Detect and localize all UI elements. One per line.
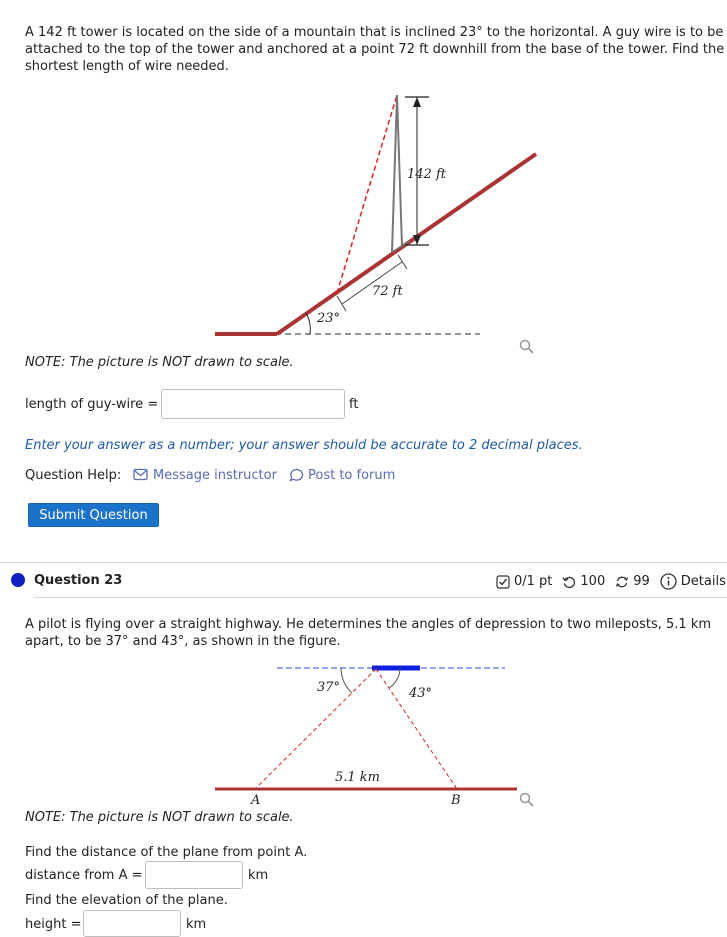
q23-note: NOTE: The picture is NOT drawn to scale. [25, 810, 294, 825]
height-label: height = [25, 917, 82, 932]
attempts-icon [562, 575, 576, 589]
zoom-icon[interactable] [519, 339, 535, 355]
question-help-label: Question Help: [25, 468, 122, 483]
score-check-icon [496, 575, 510, 589]
retry-icon [615, 575, 629, 589]
slope-angle-label: 23° [317, 311, 341, 326]
header-divider [34, 597, 727, 598]
plane-diagram [205, 655, 525, 810]
score-text: 0/1 pt [514, 574, 553, 589]
post-to-forum-link[interactable]: Post to forum [308, 468, 396, 483]
distance-label: distance from A = [25, 868, 143, 883]
guy-wire-input[interactable] [161, 389, 345, 419]
mail-icon [133, 468, 148, 481]
attempts-count: 100 [580, 574, 606, 589]
point-a-label: A [251, 793, 261, 808]
angle-a-label: 37° [317, 680, 341, 695]
question-title: Question 23 [34, 573, 123, 588]
question-status-dot [11, 573, 25, 587]
guy-wire-label: length of guy-wire = [25, 397, 159, 412]
details-link[interactable]: Details [680, 574, 726, 589]
part1-prompt: Find the distance of the plane from point A. [25, 845, 308, 860]
q22-note: NOTE: The picture is NOT drawn to scale. [25, 355, 294, 370]
distance-unit: km [248, 868, 269, 883]
zoom-icon-2[interactable] [519, 792, 535, 808]
height-input[interactable] [83, 910, 181, 937]
question-divider [0, 562, 727, 563]
question-meta [496, 573, 726, 590]
tower-height-label: 142 ft [407, 167, 446, 182]
retries-count: 99 [633, 574, 650, 589]
tower-diagram [200, 85, 560, 360]
q23-problem-text: A pilot is flying over a straight highway. He determines the angles of depression to two mileposts, 5.1 km apart, to be 37° and 43°, as shown in the figure. [25, 617, 712, 649]
point-b-label: B [451, 793, 461, 808]
mileposts-distance-label: 5.1 km [335, 770, 381, 785]
info-icon[interactable] [660, 573, 677, 590]
downhill-distance-label: 72 ft [372, 284, 403, 299]
distance-input[interactable] [145, 861, 243, 889]
q22-problem-text: A 142 ft tower is located on the side of a mountain that is inclined 23° to the horizontal. A guy wire is to be attached to the top of the tower and anchored at a point 72 ft downhill from the base of the tower. Find the shortest length of wire needed. [25, 25, 725, 74]
speech-bubble-icon [289, 468, 304, 482]
height-unit: km [186, 917, 207, 932]
guy-wire-unit: ft [349, 397, 359, 412]
angle-b-label: 43° [409, 686, 433, 701]
part2-prompt: Find the elevation of the plane. [25, 893, 228, 908]
answer-hint: Enter your answer as a number; your answer should be accurate to 2 decimal places. [25, 438, 583, 453]
message-instructor-link[interactable]: Message instructor [153, 468, 277, 483]
submit-question-button[interactable]: Submit Question [28, 503, 159, 527]
